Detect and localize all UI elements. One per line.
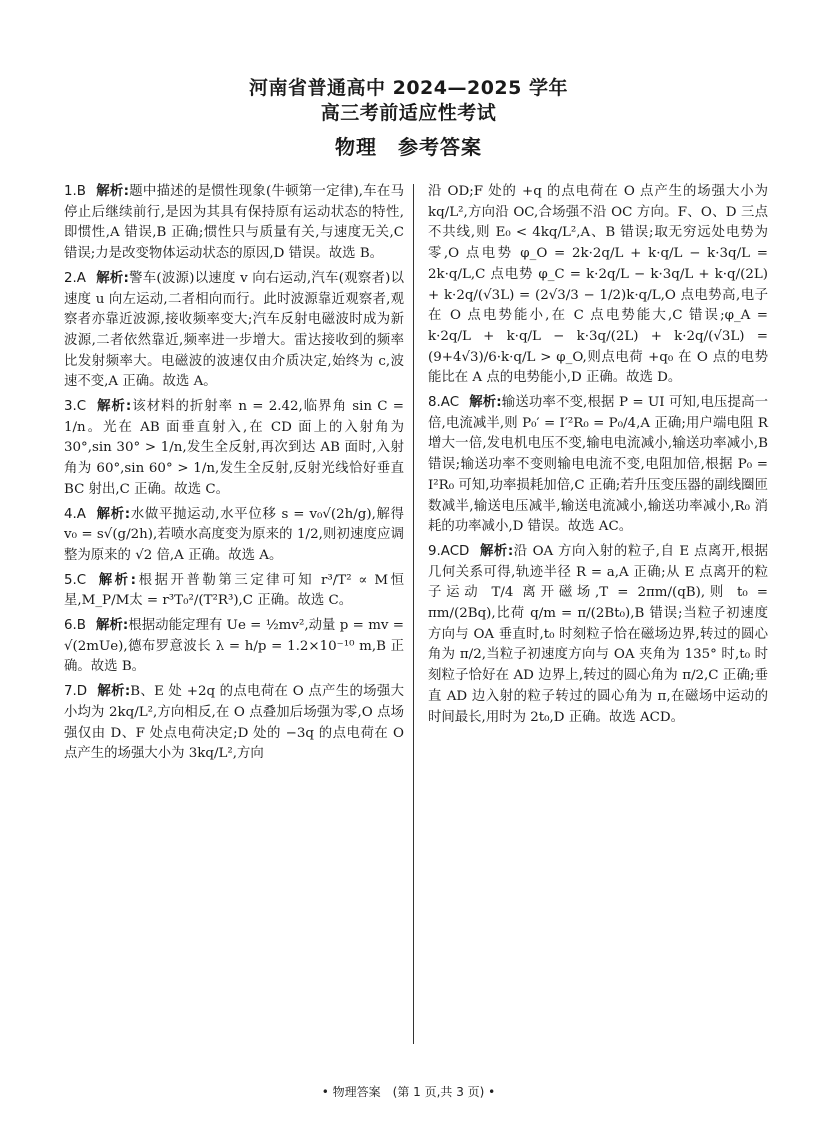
answer-item-continued [428,182,768,389]
answer-number: 6.B [64,618,86,634]
analysis-label: 解析: [96,399,132,415]
analysis-label: 解析: [97,684,131,700]
document-header [0,76,817,162]
answer-number: 5.C [64,572,87,588]
answer-item [428,542,768,728]
column-divider [413,184,414,1044]
analysis-label: 解析: [95,270,129,286]
analysis-label: 解析: [95,184,129,199]
answer-item [64,397,404,501]
analysis-text: 根据开普勒第三定律可知 r³/T² ∝ M恒星,M_P/M太 = r³T₀²/(T²R³),C 正确。故选 C。 [64,572,404,609]
right-column [428,182,768,728]
answer-number: 7.D [64,684,88,700]
answer-number: 2.A [64,270,86,286]
exam-subtitle: 高三考前适应性考试 [320,102,497,124]
answer-number: 9.ACD [428,543,470,559]
analysis-text: 沿 OD;F 处的 +q 的点电荷在 O 点产生的场强大小为 kq/L²,方向沿 OC,合场强不沿 OC 方向。F、O、D 三点不共线,则 E₀ < 4kq/L²,A、B 错误;取无穷远处电势为零,O 点电势 φ_O = 2k·2q/L + k·q/L − k·3q/L = 2k·q/L,C 点电势 φ_C = k·2q/L − k·3q/L + k·q/(2L) + k·2q/(√3L) = (2√3/3 − 1/2)k·q/L,O 点电势高,电子在 O 点电势能小,在 C 点电势能大,C 错误;φ_A = k·2q/L + k·q/L − k·3q/(2L) + k·2q/(√3L) = (9+4√3)/6·k·q/L > φ_O,则点电荷 +q₀ 在 O 点的电势能比在 A 点的电势能小,D 正确。故选 D。 [428,184,768,386]
answer-number: 4.A [64,506,86,522]
answer-item [64,269,404,393]
answer-item [64,616,404,678]
analysis-text: 水做平抛运动,水平位移 s = v₀√(2h/g),解得 v₀ = s√(g/2h),若喷水高度变为原来的 1/2,则初速度应调整为原来的 √2 倍,A 正确。故选 A。 [64,506,405,563]
analysis-label: 解析: [479,543,514,559]
analysis-label: 解析: [96,572,136,588]
analysis-text: 输送功率不变,根据 P = UI 可知,电压提高一倍,电流减半,则 P₀′ = I′²R₀ = P₀/4,A 正确;用户端电阻 R 增大一倍,发电机电压不变,输电电流减小,输送功率减小,B 错误;输送功率不变则输电电流不变,电阻加倍,根据 P₀ = I²R₀ 可知,功率损耗加倍,C 正确;若升压变压器的副线圈匝数减半,输送电压减半,输送电流减小,输送功率减小,R₀ 消耗的功率减小,D 错误。故选 AC。 [428,395,769,535]
answer-item [64,571,404,612]
answer-number: 1.B [64,184,86,199]
answer-item [64,682,404,765]
analysis-label: 解析: [469,395,502,411]
left-column [64,182,404,765]
analysis-text: 题中描述的是惯性现象(牛顿第一定律),车在马停止后继续前行,是因为其具有保持原有运动状态的特性,即惯性,A 错误,B 正确;惯性只与质量有关,与速度无关,C 错误;力是改变物体运动状态的原因,D 错误。故选 B。 [64,184,404,262]
analysis-label: 解析: [95,506,131,522]
answer-key-title: 物理 参考答案 [335,135,482,159]
analysis-text: 根据动能定理有 Ue = ½mv²,动量 p = mv = √(2mUe),德布罗意波长 λ = h/p = 1.2×10⁻¹⁰ m,B 正确。故选 B。 [64,618,404,675]
answer-item [64,182,404,265]
answer-number: 3.C [64,399,87,415]
analysis-label: 解析: [95,618,129,634]
exam-title: 河南省普通高中 2024—2025 学年 [249,77,568,99]
analysis-text: 该材料的折射率 n = 2.42,临界角 sin C = 1/n。光在 AB 面垂直射入,在 CD 面上的入射角为 30°,sin 30° > 1/n,发生全反射,再次到达 AB 面时,入射角为 60°,sin 60° > 1/n,发生全反射,反射光线恰好垂直 BC 射出,C 正确。故选 C。 [64,399,404,497]
answer-item [428,393,768,538]
analysis-text: 沿 OA 方向入射的粒子,自 E 点离开,根据几何关系可得,轨迹半径 R = a,A 正确;从 E 点离开的粒子运动 T/4 离开磁场,T = 2πm/(qB),则 t₀ = πm/(2Bq),比荷 q/m = π/(2Bt₀),B 错误;当粒子初速度方向与 OA 垂直时,t₀ 时刻粒子恰在磁场边界,转过的圆心角为 π/2,当粒子初速度方向与 OA 夹角为 135° 时,t₀ 时刻粒子恰好在 AD 边界上,转过的圆心角为 π/2,C 正确;垂直 AD 边入射的粒子转过的圆心角为 π,在磁场中运动的时间最长,用时为 2t₀,D 正确。故选 ACD。 [428,543,768,725]
analysis-text: B、E 处 +2q 的点电荷在 O 点产生的场强大小均为 2kq/L²,方向相反,在 O 点叠加后场强为零,O 点场强仅由 D、F 处点电荷决定;D 处的 −3q 的点电荷在 O 点产生的场强大小为 3kq/L²,方向 [64,684,404,762]
answer-item [64,505,404,567]
page-footer: • 物理答案 (第 1 页,共 3 页) • [321,1085,496,1099]
analysis-text: 警车(波源)以速度 v 向右运动,汽车(观察者)以速度 u 向左运动,二者相向而行。此时波源靠近观察者,观察者亦靠近波源,接收频率变大;汽车反射电磁波时成为新波源,二者依然靠近,频率进一步增大。雷达接收到的频率比发射频率大。电磁波的波速仅由介质决定,始终为 c,波速不变,A 正确。故选 A。 [64,270,404,390]
answer-number: 8.AC [428,395,460,411]
